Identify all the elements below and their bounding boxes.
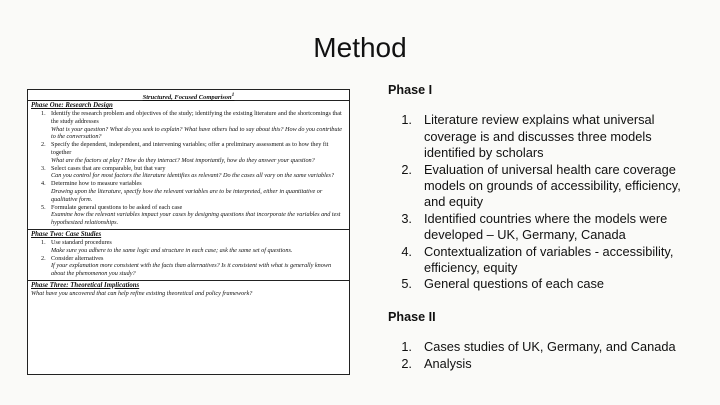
step-question: If your explanation more consistent with the facts than alternatives? Is it consistent with what is generally known about the phenomenon you study? [51,262,332,278]
method-summary [388,82,693,372]
step-question: What is your question? What do you seek to explain? What have others had to say about this? How do you contribute to the conversation? [51,125,342,141]
list-item [388,339,693,355]
phase-ii-label: Phase II [388,309,436,324]
list-item-number: 5. [401,276,412,292]
list-item-number: 4. [401,243,412,259]
table-step [31,110,346,141]
table-header-text: Structured, Focused Comparison [142,94,232,102]
step-number: 3. [41,164,46,172]
list-item-text: Contextualization of variables - accessibility, efficiency, equity [424,243,674,276]
table-phase-three-question: What have you uncovered that can help refine existing theoretical and policy framework? [31,289,253,297]
table-phase-three-title: Phase Three: Theoretical Implications [31,281,140,289]
step-text: Specify the dependent, independent, and intervening variables; offer a preliminary assessment as to how they fit together [51,141,329,156]
step-text: Use standard procedures [51,238,112,246]
list-item-number: 3. [401,210,412,226]
phase-i-label: Phase I [388,83,433,97]
table-phase-two [28,230,349,281]
list-item-number: 1. [401,339,412,355]
table-header [28,90,349,101]
list-item-text: Analysis [424,355,472,371]
step-question: Drawing upon the literature, specify how the relevant variables are to be interpreted, either in quantitative or qualitative form. [51,187,323,203]
phase-ii-list [388,339,693,372]
table-header-footnote: 1 [231,92,235,98]
step-number: 2. [41,141,46,149]
step-number: 5. [41,203,46,211]
list-item-text: Literature review explains what universal coverage is and discusses three models identified by scholars [424,112,655,161]
comparison-table [27,89,350,375]
step-text: Select cases that are comparable, but that vary [51,164,166,172]
step-number: 2. [41,254,46,262]
phase-i-list [388,112,693,292]
step-number: 1. [41,110,46,117]
table-phase-one-title: Phase One: Research Design [31,102,113,109]
list-item [388,112,693,161]
step-text: Formulate general questions to be asked of each case [51,203,183,211]
step-text: Determine how to measure variables [51,180,142,188]
list-item-number: 2. [401,161,412,177]
list-item [388,162,693,211]
list-item-text: Cases studies of UK, Germany, and Canada [424,339,676,355]
table-step [31,239,346,255]
step-question: What are the factors at play? How do they interact? Most importantly, how do they answer your question? [51,156,315,164]
list-item [388,356,693,372]
step-text: Consider alternatives [51,254,104,262]
table-phase-one [28,101,349,230]
list-item-text: Identified countries where the models were developed – UK, Germany, Canada [424,210,668,243]
list-item [388,244,693,277]
step-question: Make sure you adhere to the same logic and structure in each case; ask the same set of questions. [51,246,293,254]
table-phase-three [28,281,349,300]
list-item-number: 1. [401,112,412,128]
list-item-text: General questions of each case [424,276,604,292]
step-number: 4. [41,180,46,188]
table-step [31,180,346,203]
step-question: Examine how the relevant variables impact your cases by designing questions that incorporate the variables and test hypothesized relationships. [51,211,341,227]
list-item [388,276,693,292]
table-step [31,255,346,278]
list-item [388,211,693,244]
list-item-number: 2. [401,355,412,371]
slide-title: Method [313,32,407,63]
step-number: 1. [41,238,46,246]
step-text: Identify the research problem and objectives of the study; identifying the existing literature and the shortcomings that the study addresses [51,110,342,125]
list-item-text: Evaluation of universal health care coverage models on grounds of accessibility, efficiency, and equity [424,161,681,210]
step-question: Can you control for most factors the literature identifies as relevant? Do the cases all vary on the same variables? [51,172,335,180]
table-step [31,204,346,227]
table-phase-two-title: Phase Two: Case Studies [31,230,102,238]
table-step [31,165,346,181]
table-step [31,141,346,164]
